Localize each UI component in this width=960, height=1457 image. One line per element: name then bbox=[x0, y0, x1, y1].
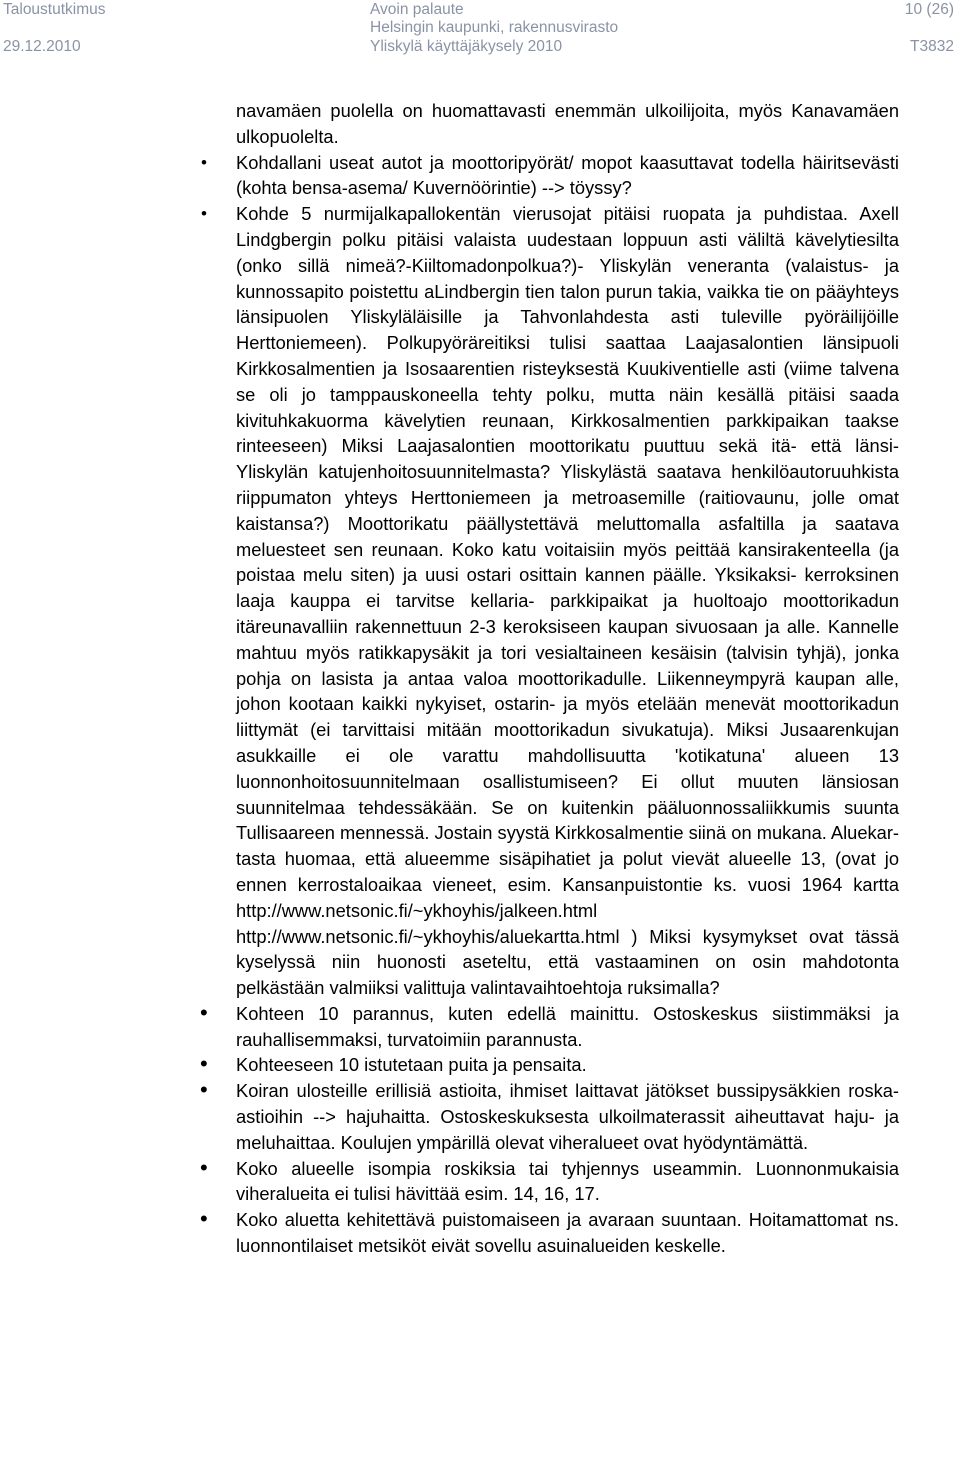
bullet-icon: • bbox=[200, 1206, 208, 1232]
page-number: 10 (26) bbox=[904, 1, 954, 18]
report-date: 29.12.2010 bbox=[3, 38, 81, 55]
bullet-icon: • bbox=[201, 152, 207, 172]
paragraph-text: Koko alueelle isompia roskiksia tai tyhjennys useammin. Luonnonmukaisia viheralueita ei tulisi hävittää esim. 14, 16, 17. bbox=[236, 1157, 899, 1205]
paragraph-text: Kohde 5 nurmijalkapallokentän vierusojat pitäisi ruopata ja puhdistaa. Axell Lindgbergin polku pitäisi valaista uudestaan loppuun asti väliltä kävelytiesilta (onko sillä nimeä?-Kiiltomadonpolkua?)- Yliskylän veneranta (valaistus- ja kunnossapito poistettu aLindbergin tien talon purun takia, vaikka tie on pääyhteys länsipuolen Yliskyläläisille ja Tahvonlahdesta asti tuleville pyöräilijöille Herttoniemeen). Polkupyöräreitiksi tulisi saattaa Laajasalontien länsipuoli Kirkkosalmentien ja Isosaarentien risteyksestä Kuukiventielle asti (viime talvena se oli jo tamppauskoneella tehty polku, mutta näin kesällä pitäisi saada kivituhkakuorma kävelytien reunaan, Kirkkosalmentien parkkipaikan taakse rinteeseen) Miksi Laajasalontien moottorikatu puuttuu sekä itä- että länsi- Yliskylän katujenhoitosuunnitelmasta? Yliskylästä saatava henkilöautoruuhkista riippumaton yhteys Herttoniemeen ja metroasemille (raitiovaunu, jolle omat kaistansa?) Moottorikatu päällystettävä meluttomalla asfaltilla ja saatava meluesteet sen reunaan. Koko katu voitaisiin myös peittää kansirakenteella (ja poistaa melu siten) ja uusi ostari osittain kannen päälle. Yksikaksi- kerroksinen laaja kauppa ei tarvitse kellaria- parkkipaikat ja huoltoajo moottorikadun itäreunavalliin rakennettuun 2-3 keroksiseen kaupan sivuosaan ja alle. Kannelle mahtuu myös ratikkapysäkit ja tori vesialtaineen kesäisin (talvisin tyhjä), jonka pohja on lasista ja antaa valoa moottorikadulle. Liikenneympyrä kaupan alle, johon kootaan kaikki nykyiset, ostarin- ja myös etelään menevät moottorikadun liittymät (ei tarvittaisi mitään moottorikadun sivukatuja). Miksi Jusaarenkujan asukkaille ei ole varattu mahdollisuutta 'kotikatuna' alueen 13 luonnonhoitosuunnitelmaan osallistumiseen? Ei ollut muuten länsiosan suunnitelmaa tehdessäkään. Se on kuitenkin pääluonnossaliikkumis suunta Tullisaareen mennessä. Jostain syystä Kirkkosalmentie siinä on mukana. Aluekartasta huomaa, että alueemme sisäpihatiet ja polut vievät alueelle 13, (ovat jo ennen kerrostaloaikaa vieneet, esim. Kansanpuistontie ks. vuosi 1964 kartta http://www.netsonic.fi/~ykhoyhis/jalkeen.html http://www.netsonic.fi/~ykhoyhis/aluekartta.html ) Miksi kysymykset ovat tässä kyselyssä niin huonosti aseteltu, että vastaaminen on osin mahdotonta pelkästään valmiiksi valittuja valintavaihtoehtoja ruksimalla? bbox=[236, 203, 899, 999]
paragraph-text: Koiran ulosteille erillisiä astioita, ihmiset laittavat jätökset bussipysäkkien roska-astioihin --> hajuhaitta. Ostoskeskuksesta ulkoilmaterassit aiheuttavat haju- ja meluhaittaa. Koulujen ympärillä olevat viheralueet ovat hyödyntämättä. bbox=[236, 1080, 899, 1153]
list-item bbox=[200, 1154, 899, 1208]
list-item bbox=[200, 999, 899, 1053]
paragraph-text: Kohdallani useat autot ja moottoripyörät/ mopot kaasuttavat todella häiritsevästi (kohta bensa-asema/ Kuvernöörintie) --> töyssy? bbox=[236, 151, 899, 199]
list-item bbox=[200, 1051, 899, 1078]
paragraph-text: Kohteen 10 parannus, kuten edellä mainittu. Ostoskeskus siistimmäksi ja rauhallisemmaksi, turvatoimiin parannusta. bbox=[236, 1002, 899, 1050]
page-header bbox=[0, 0, 960, 66]
list-item bbox=[236, 98, 899, 150]
list-item bbox=[200, 1206, 899, 1259]
client-name: Helsingin kaupunki, rakennusvirasto bbox=[370, 19, 619, 36]
bullet-icon: • bbox=[201, 204, 207, 224]
paragraph-text: navamäen puolella on huomattavasti enemmän ulkoilijoita, myös Kanavamäen ulkopuolelta. bbox=[236, 100, 899, 147]
list-item bbox=[200, 1077, 899, 1155]
paragraph-text: Koko aluetta kehitettävä puistomaiseen ja avaraan suuntaan. Hoitamattomat ns. luonnontilaiset metsiköt eivät sovellu asuinalueiden keskelle. bbox=[236, 1209, 899, 1257]
bullet-icon: • bbox=[200, 1077, 208, 1103]
bullet-icon: • bbox=[200, 1154, 208, 1180]
report-type: Avoin palaute bbox=[370, 1, 464, 18]
company-name: Taloustutkimus bbox=[3, 1, 106, 18]
bullet-icon: • bbox=[200, 999, 208, 1025]
survey-name: Yliskylä käyttäjäkysely 2010 bbox=[370, 38, 563, 55]
project-code: T3832 bbox=[910, 38, 954, 55]
bullet-icon: • bbox=[200, 1051, 208, 1077]
paragraph-text: Kohteeseen 10 istutetaan puita ja pensaita. bbox=[236, 1054, 587, 1076]
list-item bbox=[201, 150, 899, 202]
feedback-list bbox=[0, 98, 960, 1259]
list-item bbox=[201, 201, 899, 1001]
